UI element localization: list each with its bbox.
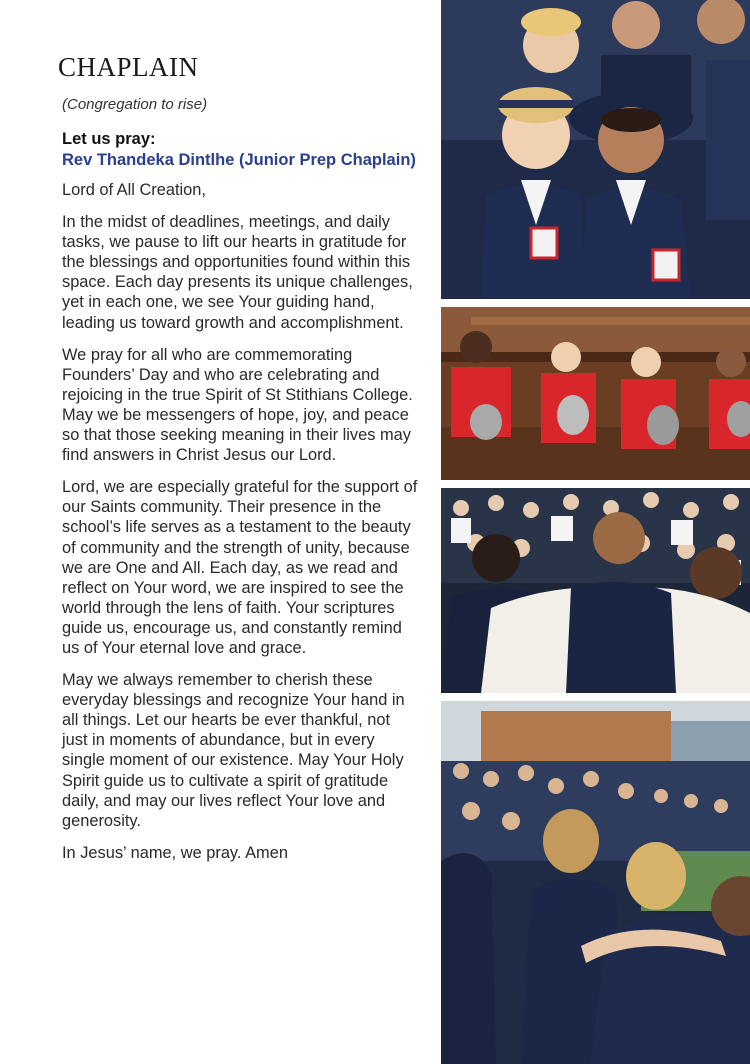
paragraph: In Jesus’ name, we pray. Amen [62,843,288,862]
text-column [58,52,420,875]
paragraph: May we always remember to cherish these everyday blessings and recognize Your hand in all things. Let our hearts be ever thankful, not just in moments of abundance, but in every single moment of our existence. May Your Holy Spirit guide us to cultivate a spirit of gratitude daily, and may our lives reflect Your love and generosity. [62,671,405,830]
rubric: (Congregation to rise) [62,96,208,113]
page-title: CHAPLAIN [58,52,199,82]
photo-teddy-bears [441,307,750,480]
paragraph: Lord of All Creation, [62,181,206,199]
photo-outdoor-assembly [441,701,750,1064]
prayer-lead: Let us pray: [62,130,156,148]
paragraph: Lord, we are especially grateful for the support of our Saints community. Their presence in the school’s life serves as a testament to the beauty of community and the strength of unity, because we are One and All. Each day, as we read and reflect on Your word, we are inspired to see the world through the lens of faith. Your scriptures guide us, encourage us, and constantly remind us of Your eternal love and grace. [62,478,418,657]
minister-name: Rev Thandeka Dintlhe (Junior Prep Chaplain) [62,151,416,169]
paragraph: We pray for all who are commemorating Founders’ Day and who are celebrating and rejoicing in the true Spirit of St Stithians College. May we be messengers of hope, joy, and peace so that those seeking meaning in their lives may find answers in Christ Jesus our Lord. [62,345,413,465]
photo-girls-smiling [441,0,750,299]
photo-boys-singing [441,488,750,693]
paragraph: In the midst of deadlines, meetings, and daily tasks, we pause to lift our hearts in gratitude for the blessings and opportunities found within this space. Each day presents its unique challenges, yet in each one, we see Your guiding hand, leading us toward growth and accomplishment. [62,213,413,332]
